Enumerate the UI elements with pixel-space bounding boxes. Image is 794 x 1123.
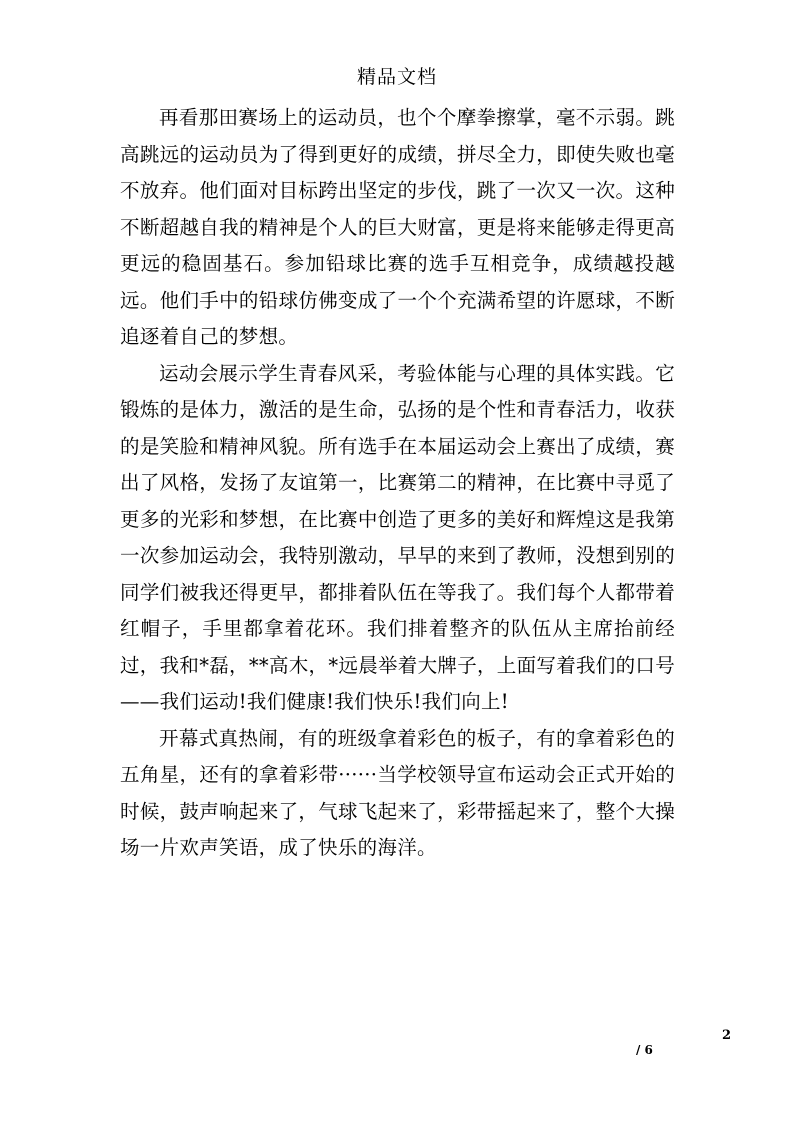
page-header-title: 精品文档 <box>356 66 437 88</box>
paragraph: 运动会展示学生青春风采，考验体能与心理的具体实践。它锻炼的是体力，激活的是生命，弘扬的是个性和青春活力，收获的是笑脸和精神风貌。所有选手在本届运动会上赛出了成绩，赛出了风格，发扬了友谊第一，比赛第二的精神，在比赛中寻觅了更多的光彩和梦想，在比赛中创造了更多的美好和辉煌这是我第一次参加运动会，我特别激动，早早的来到了教师，没想到别的同学们被我还得更早，都排着队伍在等我了。我们每个人都带着红帽子，手里都拿着花环。我们排着整齐的队伍从主席抬前经过，我和*磊，**高木，*远晨举着大牌子，上面写着我们的口号——我们运动!我们健康!我们快乐!我们向上! <box>120 361 675 713</box>
paragraph: 再看那田赛场上的运动员，也个个摩拳擦掌，毫不示弱。跳高跳远的运动员为了得到更好的成绩，拼尽全力，即使失败也毫不放弃。他们面对目标跨出坚定的步伐，跳了一次又一次。这种不断超越自我的精神是个人的巨大财富，更是将来能够走得更高更远的稳固基石。参加铅球比赛的选手互相竞争，成绩越投越远。他们手中的铅球仿佛变成了一个个充满希望的许愿球，不断追逐着自己的梦想。 <box>120 106 675 348</box>
document-body <box>120 100 675 867</box>
page-number: 2 <box>722 1028 732 1043</box>
paragraph: 开幕式真热闹，有的班级拿着彩色的板子，有的拿着彩色的五角星，还有的拿着彩带······当学校领导宣布运动会正式开始的时候，鼓声响起来了，气球飞起来了，彩带摇起来了，整个大操场一片欢声笑语，成了快乐的海洋。 <box>120 726 675 859</box>
page-total: / 6 <box>636 1043 653 1057</box>
